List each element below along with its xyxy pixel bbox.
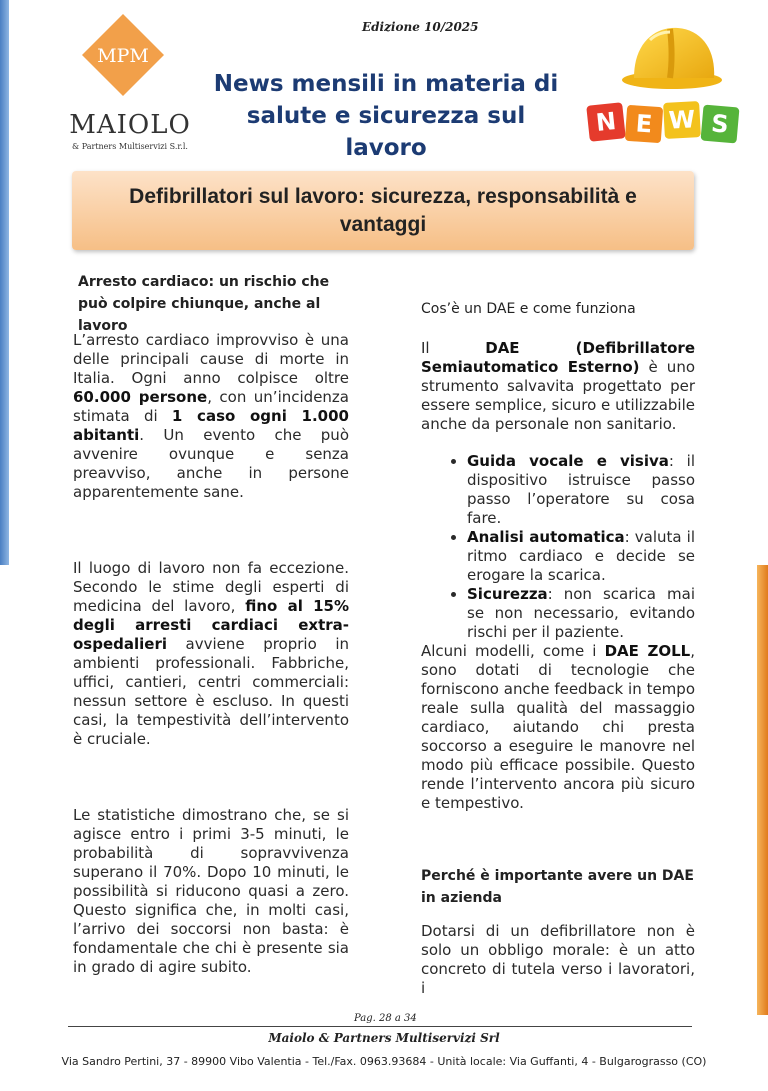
left-paragraph-1	[73, 331, 349, 502]
logo-monogram: MPM	[97, 45, 149, 67]
text: : il dispositivo istruisce passo passo l’operatore su cosa fare.	[467, 452, 695, 527]
left-column-heading: Arresto cardiaco: un rischio che può colpire chiunque, anche al lavoro	[78, 274, 330, 334]
news-letter-w: W	[663, 101, 701, 139]
text: è uno strumento salvavita progettato per essere semplice, sicuro e utilizzabile anche da personale non sanitario.	[421, 358, 695, 433]
bold-text: fino al 15% degli arresti cardiaci extra-ospedalieri	[73, 597, 350, 653]
news-letter-s: S	[700, 104, 739, 143]
right-column-heading-1: Cos’è un DAE e come funziona	[421, 301, 636, 317]
left-edge-bar	[0, 0, 9, 565]
newsletter-title: News mensili in materia di salute e sicurezza sul lavoro	[213, 71, 559, 161]
bold-text: Sicurezza	[467, 585, 548, 603]
text: Alcuni modelli, come i	[421, 642, 605, 660]
text: : non scarica mai se non necessario, evitando rischi per il paziente.	[467, 585, 695, 641]
text: Il luogo di lavoro non fa eccezione. Secondo le stime degli esperti di medicina del lavoro,	[73, 559, 349, 615]
text: avviene proprio in ambienti professionali. Fabbriche, uffici, cantieri, centri commerciali: nessun settore è escluso. In questi casi, la tempestività dell’intervento è cruciale.	[73, 635, 349, 748]
text: Il	[421, 339, 486, 357]
logo-subtitle: & Partners Multiservizi S.r.l.	[72, 142, 188, 151]
left-paragraph-2	[73, 559, 349, 749]
list-item	[467, 585, 695, 642]
right-paragraph-1	[421, 339, 695, 434]
bold-text: 60.000 persone	[73, 388, 208, 406]
news-letter-n: N	[586, 102, 626, 142]
left-paragraph-3	[73, 806, 349, 977]
logo-name: MAIOLO	[69, 110, 191, 140]
bold-text: Analisi automatica	[467, 528, 625, 546]
footer-company: Maiolo & Partners Multiservizi Srl	[268, 1031, 500, 1045]
left-column-heading-block	[73, 271, 349, 337]
text: , con un’incidenza stimata di	[73, 388, 349, 425]
bold-text: DAE ZOLL	[604, 642, 691, 660]
edition-label: Edizione 10/2025	[362, 20, 479, 34]
footer-divider	[68, 1026, 692, 1027]
right-paragraph-2	[421, 642, 695, 813]
bold-text: Guida vocale e visiva	[467, 452, 669, 470]
bold-text: 1 caso ogni 1.000 abitanti	[73, 407, 349, 444]
hard-hat-icon	[620, 20, 724, 92]
right-paragraph-3	[421, 922, 695, 998]
footer-address: Via Sandro Pertini, 37 - 89900 Vibo Valentia - Tel./Fax. 0963.93684 - Unità locale: Via Guffanti, 4 - Bulgarograsso (CO)	[61, 1055, 707, 1068]
right-edge-bar	[757, 565, 768, 1015]
list-item	[467, 528, 695, 585]
text: . Un evento che può avvenire ovunque e senza preavviso, anche in persone apparentemente sane.	[73, 426, 349, 501]
text: : valuta il ritmo cardiaco e decide se erogare la scarica.	[467, 528, 696, 584]
list-item	[467, 452, 695, 528]
paragraph-text: Le statistiche dimostrano che, se si agisce entro i primi 3-5 minuti, le probabilità di sopravvivenza superano il 70%. Dopo 10 minuti, le possibilità si riducono quasi a zero. Questo significa che, in molti casi, l’arrivo dei soccorsi non basta: è fondamentale che chi è presente sia in grado di agire subito.	[73, 806, 349, 976]
right-column-heading-2: Perché è importante avere un DAE in azienda	[421, 868, 694, 906]
text: L’arresto cardiaco improvviso è una delle principali cause di morte in Italia. Ogni anno colpisce oltre	[73, 331, 349, 387]
bullet-list	[421, 452, 695, 642]
right-heading-2-block	[421, 865, 695, 909]
bold-text: DAE (Defibrillatore Semiautomatico Esterno)	[421, 339, 695, 376]
right-heading-1-block	[421, 300, 695, 319]
text: , sono dotati di tecnologie che forniscono anche feedback in tempo reale sulla qualità del massaggio cardiaco, aiutando chi presta soccorso a eseguire le manovre nel modo più efficace possibile. Questo rende l’intervento ancora più sicuro e tempestivo.	[421, 642, 696, 812]
company-logo	[64, 24, 196, 152]
page-number: Pag. 28 a 34	[354, 1013, 417, 1024]
paragraph-text: Dotarsi di un defibrillatore non è solo un obbligo morale: è un atto concreto di tutela verso i lavoratori, i	[421, 922, 695, 997]
news-letter-e: E	[625, 105, 663, 143]
article-title: Defibrillatori sul lavoro: sicurezza, responsabilità e vantaggi	[129, 185, 637, 236]
